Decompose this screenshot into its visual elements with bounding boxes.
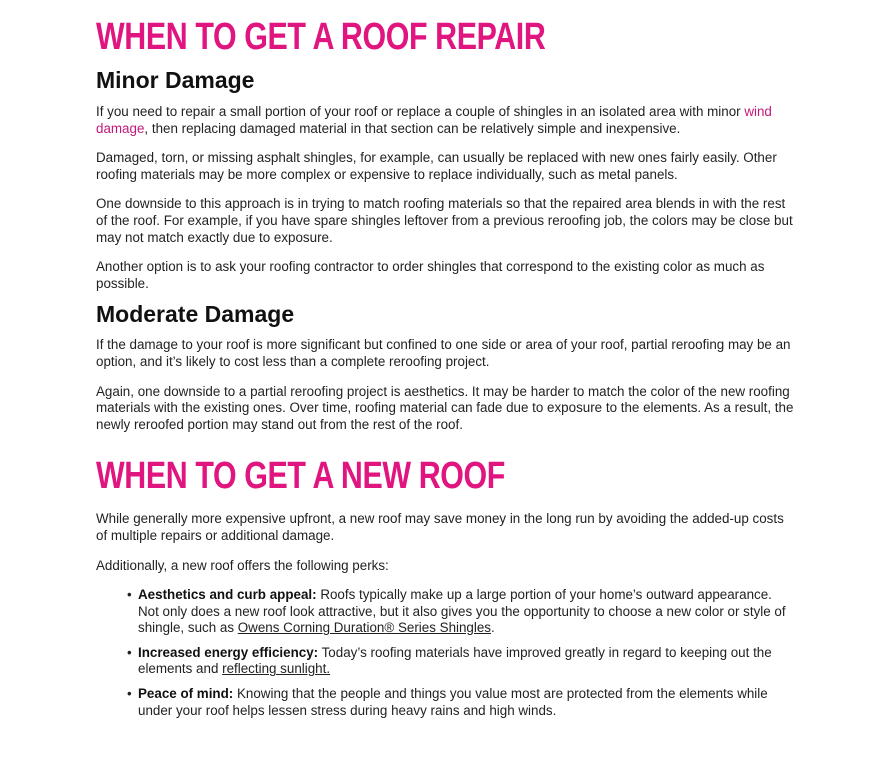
paragraph-moderate-2: Again, one downside to a partial reroofing project is aesthetics. It may be harder to match the color of the new roofing materials with the existing ones. Over time, roofing material can fade due to exposure to the elements. As a result, the newly reroofed portion may stand out from the rest of the roof. (96, 383, 794, 432)
paragraph-text: , then replacing damaged material in that section can be relatively simple and inexpensive. (144, 120, 681, 136)
paragraph-minor-1 (96, 104, 796, 137)
paragraph-new-roof-1: While generally more expensive upfront, a new roof may save money in the long run by avoiding the added-up costs of multiple repairs or additional damage. (96, 511, 784, 543)
wind-damage-link[interactable]: wind damage (96, 104, 772, 136)
subheading-minor-damage: Minor Damage (96, 67, 255, 93)
bullet-icon: • (127, 644, 132, 660)
section-title-new-roof: WHEN TO GET A NEW ROOF (96, 455, 505, 498)
list-item-energy-efficiency (96, 645, 796, 678)
perk-label: Aesthetics and curb appeal: (138, 587, 317, 603)
perk-label: Peace of mind: (138, 686, 234, 702)
list-item-peace-of-mind (96, 686, 796, 719)
paragraph-new-roof-2: Additionally, a new roof offers the following perks: (96, 557, 389, 573)
article (96, 14, 796, 719)
paragraph-text: If you need to repair a small portion of your roof or replace a couple of shingles in an isolated area with minor (96, 104, 745, 119)
perk-text: Today’s roofing materials have improved greatly in regard to keeping out the elements and (138, 644, 772, 677)
paragraph-minor-4: Another option is to ask your roofing contractor to order shingles that correspond to the existing color as much as possible. (96, 259, 765, 291)
bullet-icon: • (127, 587, 132, 603)
section-title-roof-repair: WHEN TO GET A ROOF REPAIR (96, 16, 546, 58)
paragraph-moderate-1: If the damage to your roof is more significant but confined to one side or area of your roof, partial reroofing may be an option, and it’s likely to cost less than a complete reroofing project. (96, 337, 791, 369)
owens-corning-duration-link[interactable]: Owens Corning Duration® Series Shingles (237, 620, 492, 636)
perk-label: Increased energy efficiency: (138, 644, 319, 660)
reflecting-sunlight-link[interactable]: reflecting sunlight. (222, 661, 331, 677)
paragraph-minor-3: One downside to this approach is in trying to match roofing materials so that the repaired area blends in with the rest of the roof. For example, if you have spare shingles leftover from a previous reroofing job, the colors may be close but may not match exactly due to exposure. (96, 196, 793, 245)
bullet-icon: • (127, 686, 132, 702)
subheading-moderate-damage: Moderate Damage (96, 301, 295, 328)
list-item-aesthetics (96, 587, 796, 637)
perk-text: Knowing that the people and things you value most are protected from the elements while under your roof helps lessen stress during heavy rains and high winds. (138, 686, 768, 718)
paragraph-minor-2: Damaged, torn, or missing asphalt shingles, for example, can usually be replaced with new ones fairly easily. Other roofing materials may be more complex or expensive to replace individually, such as metal panels. (96, 150, 777, 182)
perk-text-end: . (491, 620, 495, 636)
perks-list (96, 587, 796, 719)
perk-text: Roofs typically make up a large portion of your home’s outward appearance. Not only does a new roof look attractive, but it also gives you the opportunity to choose a new color or style of shingle, such as (138, 587, 786, 636)
